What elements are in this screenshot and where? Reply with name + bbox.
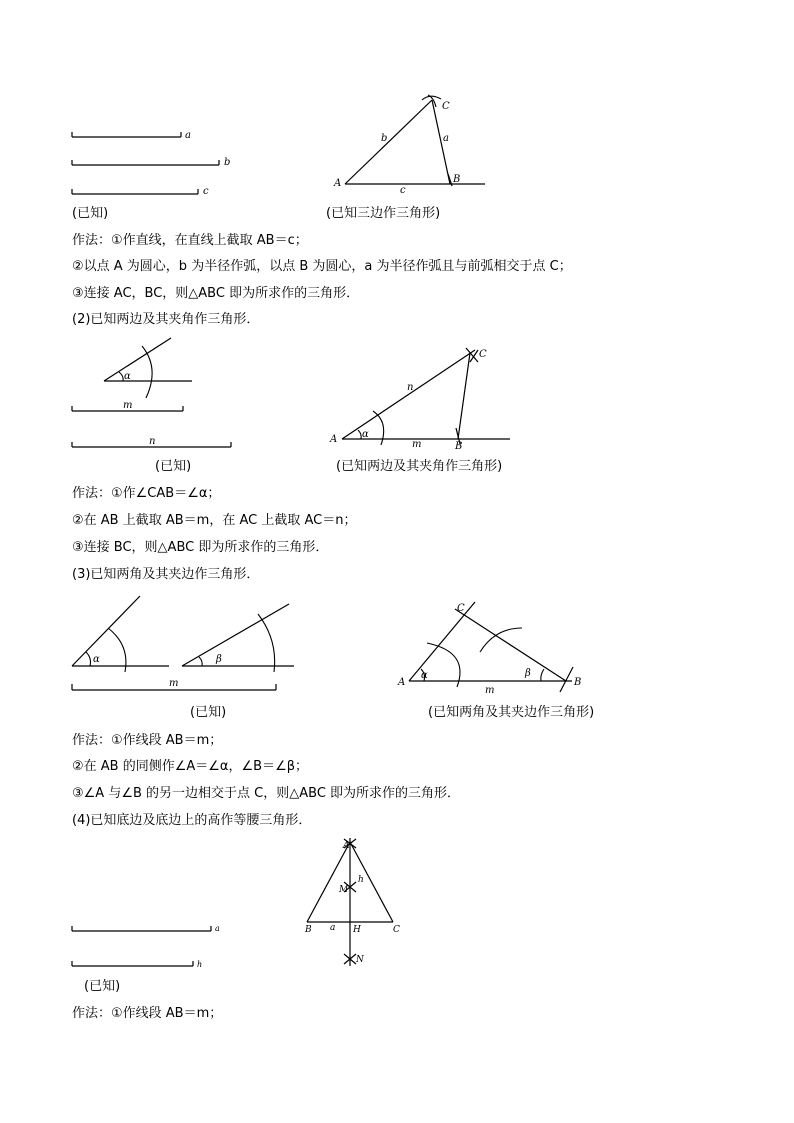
known-caption-3: (已知): [190, 705, 227, 720]
tri4-label-H: H: [353, 925, 361, 935]
step-2-2: ②在 AB 上截取 AB＝m，在 AC 上截取 AC＝n；: [72, 513, 357, 528]
step-3-2: ②在 AB 的同侧作∠A＝∠α，∠B＝∠β；: [72, 759, 309, 774]
step-3-1: 作法：①作线段 AB＝m；: [72, 733, 223, 748]
tri3-label-A: A: [398, 677, 406, 688]
heading-3: (3)已知两角及其夹边作三角形．: [72, 567, 260, 582]
tri4-label-N: N: [356, 955, 364, 965]
tri2-label-alpha: α: [362, 429, 369, 440]
tri1-label-b: b: [381, 133, 388, 144]
known-angle-beta-3: [182, 604, 294, 672]
segment-c-label: c: [203, 186, 209, 197]
figure-caption-2: (已知两边及其夹角作三角形): [336, 459, 503, 474]
known-beta-3-label: β: [216, 654, 222, 665]
tri3-label-beta: β: [525, 668, 531, 679]
tri1-label-a: a: [443, 133, 449, 144]
segment-a-label: a: [185, 130, 191, 141]
figure-caption-3: (已知两角及其夹边作三角形): [428, 705, 595, 720]
segment-n-2: [72, 436, 231, 447]
tri1-label-A: A: [334, 178, 342, 189]
tri3-label-C: C: [457, 603, 465, 614]
known-caption-1: (已知): [72, 206, 109, 221]
segment-b-label: b: [224, 157, 231, 168]
triangle-two-angles-side: [397, 602, 581, 696]
known-caption-2: (已知): [155, 459, 192, 474]
step-2-3: ③连接 BC，则△ABC 即为所求作的三角形．: [72, 540, 329, 555]
step-3-3: ③∠A 与∠B 的另一边相交于点 C，则△ABC 即为所求作的三角形．: [72, 786, 461, 801]
tri3-label-m: m: [485, 685, 495, 696]
segment-m-2: [72, 400, 183, 411]
heading-2: (2)已知两边及其夹角作三角形．: [72, 312, 260, 327]
tri4-label-A: A: [343, 841, 350, 851]
tri2-label-A: A: [330, 434, 338, 445]
segment-h-4-label: h: [197, 960, 203, 969]
triangle-three-sides: [333, 95, 485, 196]
segment-b: [72, 157, 230, 168]
segment-h-4: [72, 960, 202, 969]
tri1-label-c: c: [400, 185, 406, 196]
tri4-label-h: h: [358, 875, 364, 885]
segment-m-3-label: m: [169, 678, 179, 689]
heading-4: (4)已知底边及底边上的高作等腰三角形．: [72, 813, 312, 828]
segment-a-4-label: a: [215, 924, 220, 933]
step-4-1: 作法：①作线段 AB＝m；: [72, 1006, 223, 1021]
step-2-1: 作法：①作∠CAB＝∠α；: [72, 486, 221, 501]
tri4-label-C: C: [393, 925, 400, 935]
segment-c: [72, 186, 209, 197]
tri4-label-B: B: [305, 925, 312, 935]
tri2-label-C: C: [479, 349, 487, 360]
known-alpha-3-label: α: [93, 654, 100, 665]
known-alpha-label: α: [124, 371, 131, 382]
segment-n-2-label: n: [149, 436, 156, 447]
triangle-two-sides-angle: [329, 348, 510, 452]
known-angle-alpha: [104, 338, 192, 398]
tri4-label-a: a: [330, 923, 336, 933]
tri2-label-B: B: [455, 441, 463, 452]
segment-m-2-label: m: [123, 400, 133, 411]
tri1-label-B: B: [453, 174, 461, 185]
tri4-label-M: M: [339, 885, 349, 895]
segment-a: [72, 130, 191, 141]
segment-a-4: [72, 924, 220, 933]
tri3-label-alpha: α: [421, 670, 428, 681]
isosceles-triangle: [304, 838, 400, 966]
step-1-3: ③连接 AC，BC，则△ABC 即为所求作的三角形．: [72, 286, 360, 301]
known-caption-4: (已知): [84, 979, 121, 994]
known-angle-alpha-3: [72, 596, 169, 672]
step-1-1: 作法：①作直线，在直线上截取 AB＝c；: [72, 233, 308, 248]
tri3-label-B: B: [574, 677, 582, 688]
figure-caption-1: (已知三边作三角形): [326, 206, 441, 221]
segment-m-3: [72, 678, 276, 690]
tri1-label-C: C: [442, 101, 450, 112]
tri2-label-n: n: [407, 382, 414, 393]
tri2-label-m: m: [412, 439, 422, 450]
step-1-2: ②以点 A 为圆心，b 为半径作弧，以点 B 为圆心，a 为半径作弧且与前弧相交于点 C；: [72, 259, 572, 274]
